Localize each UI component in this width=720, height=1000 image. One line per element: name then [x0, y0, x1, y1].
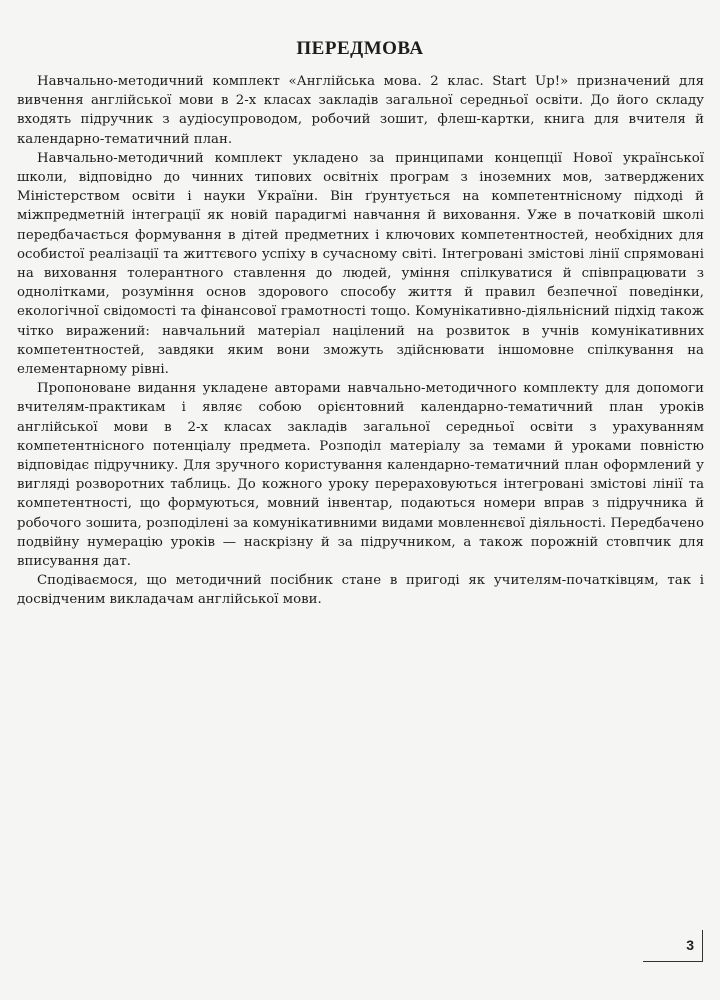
page-number-frame [643, 930, 703, 962]
paragraph-intro: Навчально-методичний комплект «Англійська мова. 2 клас. Start Up!» призначений для вивчення англійської мови в 2-х класах закладів загальної середньої освіти. До його складу входять підручник з аудіосупроводом, робочий зошит, флеш-картки, книга для вчителя й календарно-тематичний план. [17, 74, 704, 147]
paragraph-closing: Сподіваємося, що методичний посібник стане в пригоді як учителям-початківцям, так і досвідченим викладачам англійської мови. [17, 573, 704, 608]
page-title: ПЕРЕДМОВА [296, 38, 424, 59]
preface-body [17, 72, 704, 610]
paragraph-edition: Пропоноване видання укладене авторами навчально-методичного комплекту для допомоги вчителям-практикам і являє собою орієнтовний календарно-тематичний план уроків англійської мови в 2-х класах закладів загальної середньої освіти з урахуванням компетентнісного потенціалу предмета. Розподіл матеріалу за темами й уроками повністю відповідає підручнику. Для зручного користування календарно-тематичний план оформлений у вигляді розворотних таблиць. До кожного уроку перераховуються інтегровані змістові лінії та компетентності, що формуються, мовний інвентар, подаються номери вправ з підручника й робочого зошита, розподілені за комунікативними видами мовленнєвої діяльності. Передбачено подвійну нумерацію уроків — наскрізну й за підручником, а також порожній стовпчик для вписування дат. [17, 381, 704, 570]
paragraph-concept: Навчально-методичний комплект укладено за принципами концепції Нової української школи, відповідно до чинних типових освітніх програм з іноземних мов, затверджених Міністерством освіти і науки України. Він ґрунтується на компетентнісному підході й міжпредметній інтеграції як новій парадигмі навчання й виховання. Уже в початковій школі передбачається формування в дітей предметних і ключових компетентностей, необхідних для особистої реалізації та життєвого успіху в сучасному світі. Інтегровані змістові лінії спрямовані на виховання толерантного ставлення до людей, уміння спілкуватися й співпрацювати з однолітками, розуміння основ здорового способу життя й правил безпечної поведінки, екологічної свідомості та фінансової грамотності тощо. Комунікативно-діяльнісний підхід також чітко виражений: навчальний матеріал націлений на розвиток в учнів комунікативних компетентностей, завдяки яким вони зможуть здійснювати іншомовне спілкування на елементарному рівні. [17, 150, 704, 378]
page-number: 3 [686, 937, 694, 953]
